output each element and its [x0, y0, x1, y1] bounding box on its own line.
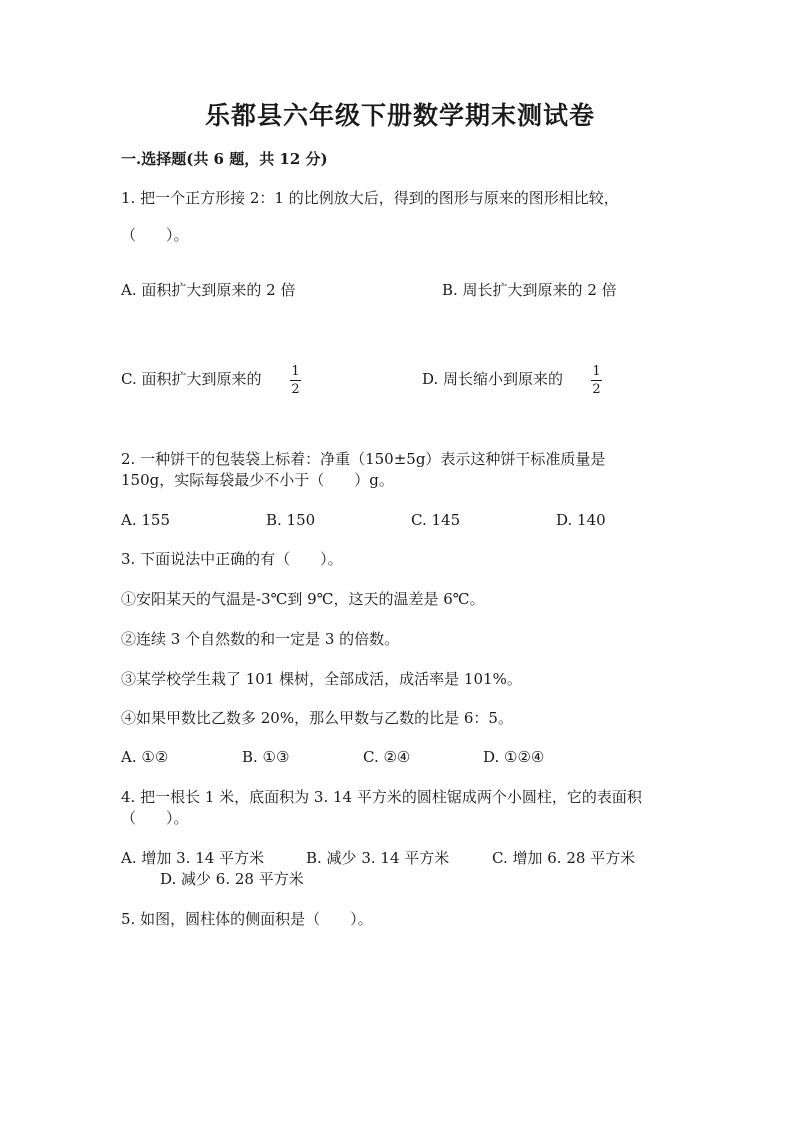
question-2-stem-line-2: 150g，实际每袋最少不小于（ ）g。	[121, 471, 394, 489]
question-4-option-b: B. 减少 3. 14 平方米	[306, 849, 450, 867]
question-1-option-c: C. 面积扩大到原来的	[121, 370, 262, 388]
question-4-option-c: C. 增加 6. 28 平方米	[492, 849, 636, 867]
section-heading: 一.选择题(共 6 题，共 12 分)	[121, 150, 328, 168]
question-4-option-a: A. 增加 3. 14 平方米	[121, 849, 265, 867]
question-5-stem: 5. 如图，圆柱体的侧面积是（ ）。	[121, 910, 373, 928]
question-4-stem-line-1: 4. 把一根长 1 米，底面积为 3. 14 平方米的圆柱锯成两个小圆柱，它的表面积	[121, 788, 642, 806]
page-title: 乐都县六年级下册数学期末测试卷	[204, 101, 595, 130]
fraction-one-half	[290, 364, 301, 397]
question-1-option-a: A. 面积扩大到原来的 2 倍	[121, 281, 296, 299]
question-3-option-d: D. ①②④	[483, 748, 545, 766]
question-1-option-d: D. 周长缩小到原来的	[422, 370, 564, 388]
question-1-stem: 1. 把一个正方形接 2：1 的比例放大后，得到的图形与原来的图形相比较，	[121, 189, 619, 207]
question-2-option-c: C. 145	[411, 511, 461, 529]
question-2-option-b: B. 150	[266, 511, 316, 529]
fraction-one-half	[591, 364, 602, 397]
question-3-option-b: B. ①③	[242, 748, 290, 766]
fraction-bar	[290, 380, 301, 381]
question-2-stem-line-1: 2. 一种饼干的包装袋上标着：净重（150±5g）表示这种饼干标准质量是	[121, 450, 606, 468]
question-3-statement-1: ①安阳某天的气温是-3℃到 9℃，这天的温差是 6℃。	[121, 590, 485, 608]
fraction-numerator: 1	[592, 364, 601, 379]
fraction-bar	[591, 380, 602, 381]
question-2-option-a: A. 155	[121, 511, 170, 529]
fraction-denominator: 2	[291, 382, 300, 397]
question-3-option-a: A. ①②	[121, 748, 169, 766]
fraction-numerator: 1	[291, 364, 300, 379]
question-2-option-d: D. 140	[556, 511, 606, 529]
question-3-statement-4: ④如果甲数比乙数多 20%，那么甲数与乙数的比是 6：5。	[121, 709, 513, 727]
question-3-statement-2: ②连续 3 个自然数的和一定是 3 的倍数。	[121, 630, 400, 648]
question-3-option-c: C. ②④	[363, 748, 411, 766]
question-3-statement-3: ③某学校学生栽了 101 棵树，全部成活，成活率是 101%。	[121, 670, 522, 688]
question-3-stem: 3. 下面说法中正确的有（ ）。	[121, 550, 343, 568]
question-1-option-b: B. 周长扩大到原来的 2 倍	[442, 281, 617, 299]
question-4-option-d: D. 减少 6. 28 平方米	[160, 870, 304, 888]
question-1-blank: （ ）。	[121, 226, 189, 244]
fraction-denominator: 2	[592, 382, 601, 397]
question-4-stem-line-2: （ ）。	[121, 809, 189, 827]
